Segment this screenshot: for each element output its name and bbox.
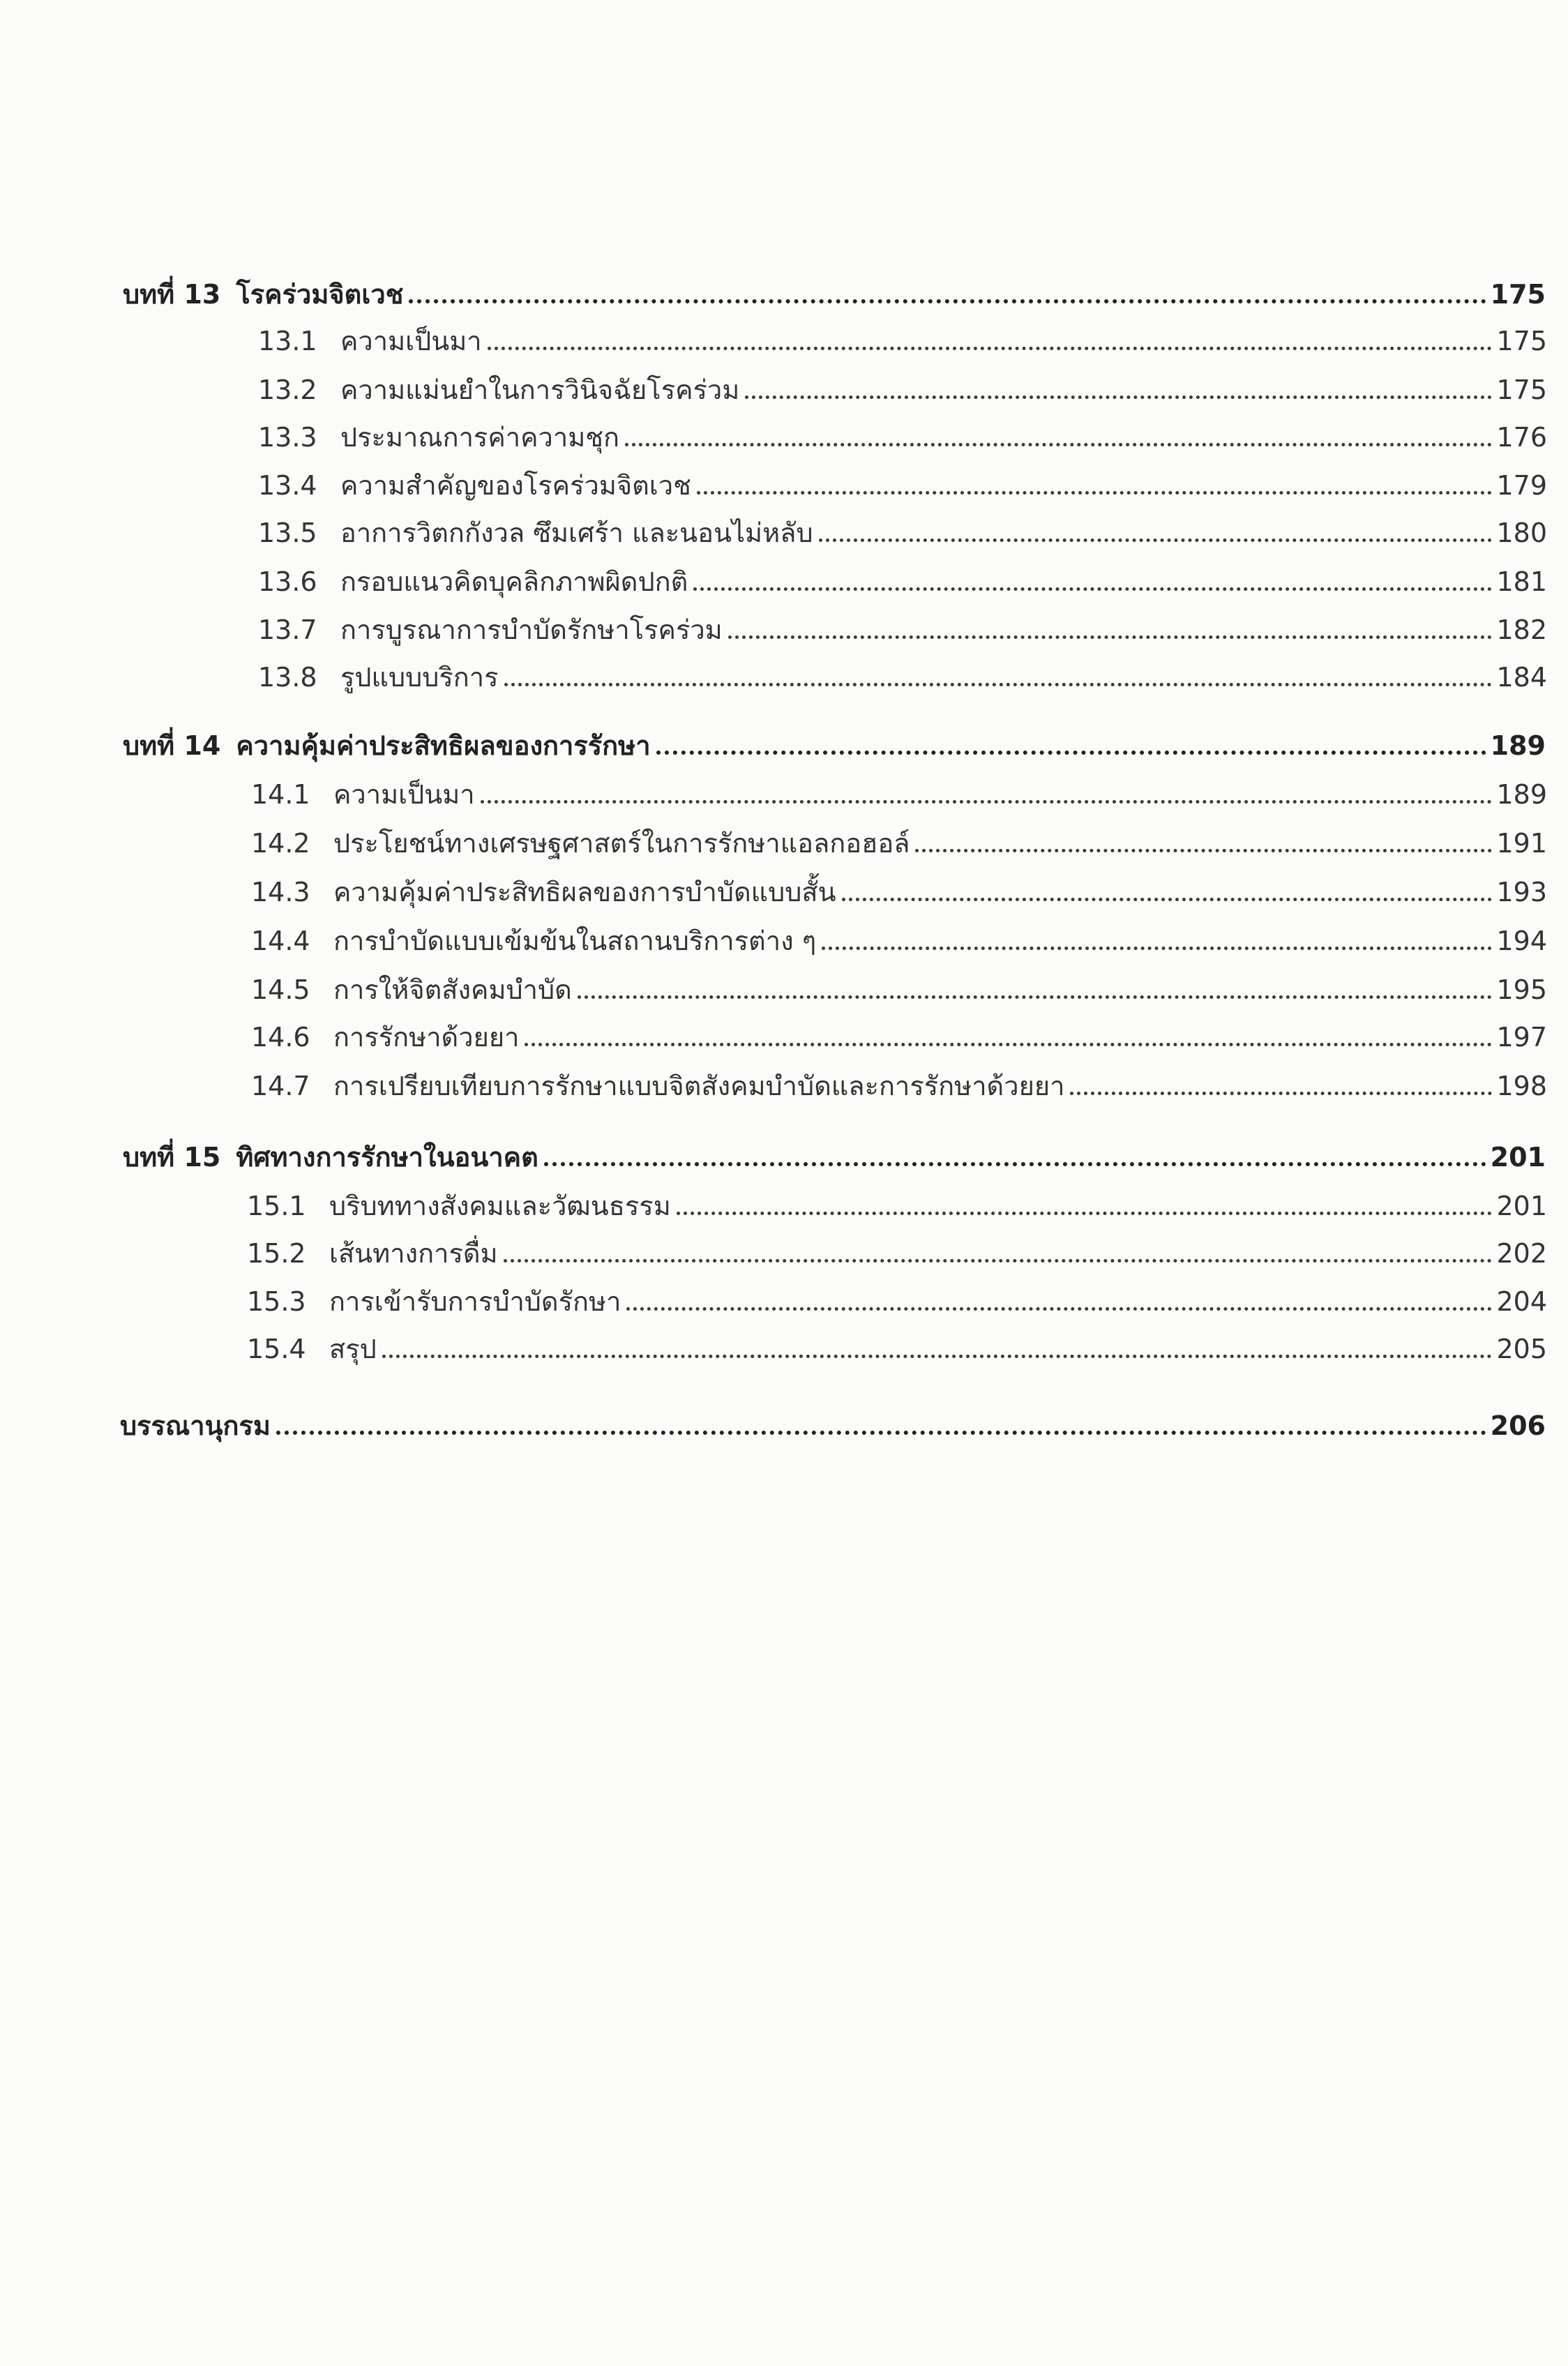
dot-leader [1070, 1092, 1492, 1095]
chapter-label: บทที่ 15 [123, 1142, 221, 1173]
section-number: 13.5 [258, 518, 317, 548]
section-title: บริบททางสังคมและวัฒนธรรม [329, 1191, 671, 1221]
section-number: 14.5 [251, 974, 310, 1005]
toc-section-13-5[interactable] [258, 520, 1547, 546]
section-title: ความสำคัญของโรคร่วมจิตเวช [340, 470, 691, 501]
toc-chapter-15[interactable] [123, 1142, 1546, 1173]
page-number: 184 [1496, 662, 1547, 693]
section-title: สรุป [329, 1334, 377, 1364]
section-title: การเปรียบเทียบการรักษาแบบจิตสังคมบำบัดและการรักษาด้วยยา [333, 1071, 1065, 1101]
dot-leader [504, 683, 1493, 686]
dot-leader [626, 1307, 1492, 1311]
dot-leader [625, 443, 1492, 446]
section-number: 13.2 [258, 375, 317, 405]
bibliography-title: บรรณานุกรม [120, 1410, 271, 1441]
section-number: 14.1 [251, 779, 310, 810]
section-title: เส้นทางการดื่ม [329, 1238, 498, 1269]
page-number: 201 [1490, 1142, 1546, 1173]
section-number: 14.3 [251, 877, 310, 907]
toc-chapter-14[interactable] [123, 732, 1546, 759]
page-number: 189 [1490, 730, 1546, 761]
dot-leader [728, 635, 1493, 639]
section-number: 13.3 [258, 422, 317, 453]
dot-leader [488, 347, 1493, 350]
toc-section-14-6[interactable] [251, 1022, 1547, 1053]
section-title: กรอบแนวคิดบุคลิกภาพผิดปกติ [340, 566, 688, 597]
dot-leader [915, 849, 1492, 852]
section-number: 14.6 [251, 1022, 310, 1053]
toc-section-14-1[interactable] [251, 781, 1547, 808]
page-number: 176 [1496, 422, 1547, 453]
dot-leader [481, 800, 1493, 804]
page-number: 182 [1496, 615, 1547, 645]
chapter-title: โรคร่วมจิตเวช [236, 279, 404, 310]
dot-leader [677, 1212, 1493, 1215]
page-number: 201 [1496, 1191, 1547, 1221]
page-number: 179 [1496, 470, 1547, 501]
section-title: ประโยชน์ทางเศรษฐศาสตร์ในการรักษาแอลกอฮอล์ [333, 828, 910, 859]
chapter-title: ความคุ้มค่าประสิทธิผลของการรักษา [236, 730, 651, 761]
dot-leader [504, 1259, 1493, 1263]
page-number: 180 [1496, 518, 1547, 548]
section-title: การเข้ารับการบำบัดรักษา [329, 1286, 621, 1317]
toc-chapter-13[interactable] [123, 281, 1546, 308]
dot-leader [656, 751, 1486, 755]
toc-section-14-7[interactable] [251, 1073, 1547, 1099]
page-number: 204 [1496, 1286, 1547, 1317]
chapter-title: ทิศทางการรักษาในอนาคต [236, 1142, 538, 1173]
section-title: ประมาณการค่าความชุก [340, 422, 620, 453]
page-number: 175 [1490, 279, 1546, 310]
section-title: ความเป็นมา [333, 779, 475, 810]
toc-section-15-1[interactable] [247, 1193, 1547, 1219]
toc-section-13-2[interactable] [258, 377, 1547, 403]
section-number: 13.1 [258, 326, 317, 356]
toc-section-15-3[interactable] [247, 1288, 1547, 1315]
page-number: 193 [1496, 877, 1547, 907]
toc-section-14-4[interactable] [251, 928, 1547, 954]
section-number: 15.4 [247, 1334, 306, 1364]
section-number: 14.7 [251, 1071, 310, 1101]
toc-section-13-3[interactable] [258, 424, 1547, 451]
section-number: 14.2 [251, 828, 310, 859]
page-number: 194 [1496, 926, 1547, 956]
section-number: 13.6 [258, 566, 317, 597]
page-number: 198 [1496, 1071, 1547, 1101]
toc-section-13-8[interactable] [258, 664, 1547, 691]
dot-leader [693, 587, 1492, 591]
section-number: 15.2 [247, 1238, 306, 1269]
chapter-label: บทที่ 13 [123, 279, 221, 310]
page-number: 206 [1490, 1410, 1546, 1441]
page-number: 175 [1496, 326, 1547, 356]
section-title: ความเป็นมา [340, 326, 482, 356]
toc-section-14-5[interactable] [251, 974, 1547, 1005]
dot-leader [544, 1162, 1486, 1166]
page-number: 189 [1496, 779, 1547, 810]
section-title: การบูรณาการบำบัดรักษาโรคร่วม [340, 615, 723, 645]
toc-section-15-2[interactable] [247, 1240, 1547, 1267]
page-number: 197 [1496, 1022, 1547, 1053]
dot-leader [276, 1431, 1486, 1435]
section-title: รูปแบบบริการ [340, 662, 499, 693]
toc-section-13-7[interactable] [258, 617, 1547, 643]
section-title: การให้จิตสังคมบำบัด [333, 974, 572, 1005]
section-title: ความคุ้มค่าประสิทธิผลของการบำบัดแบบสั้น [333, 877, 836, 907]
section-title: ความแม่นยำในการวินิจฉัยโรคร่วม [340, 375, 740, 405]
toc-section-13-4[interactable] [258, 472, 1547, 499]
dot-leader [409, 299, 1486, 303]
dot-leader [822, 947, 1492, 950]
dot-leader [842, 898, 1493, 901]
toc-section-13-6[interactable] [258, 568, 1547, 595]
toc-section-14-2[interactable] [251, 830, 1547, 857]
dot-leader [578, 995, 1493, 999]
toc-section-13-1[interactable] [258, 328, 1547, 354]
section-number: 13.7 [258, 615, 317, 645]
section-number: 13.4 [258, 470, 317, 501]
page-number: 195 [1496, 974, 1547, 1005]
toc-section-14-3[interactable] [251, 879, 1547, 905]
page-number: 181 [1496, 566, 1547, 597]
dot-leader [525, 1043, 1492, 1046]
page-number: 175 [1496, 375, 1547, 405]
dot-leader [697, 491, 1493, 495]
page-number: 205 [1496, 1334, 1547, 1364]
dot-leader [819, 538, 1493, 542]
toc-bibliography[interactable] [120, 1412, 1546, 1439]
dot-leader [745, 395, 1492, 399]
section-title: อาการวิตกกังวล ซึมเศร้า และนอนไม่หลับ [340, 518, 813, 548]
page-number: 191 [1496, 828, 1547, 859]
section-number: 15.3 [247, 1286, 306, 1317]
page-number: 202 [1496, 1238, 1547, 1269]
section-number: 13.8 [258, 662, 317, 693]
chapter-label: บทที่ 14 [123, 730, 221, 761]
section-number: 14.4 [251, 926, 310, 956]
section-number: 15.1 [247, 1191, 306, 1221]
section-title: การรักษาด้วยยา [333, 1022, 520, 1053]
section-title: การบำบัดแบบเข้มข้นในสถานบริการต่าง ๆ [333, 926, 817, 956]
toc-section-15-4[interactable] [247, 1336, 1547, 1362]
dot-leader [382, 1355, 1493, 1358]
